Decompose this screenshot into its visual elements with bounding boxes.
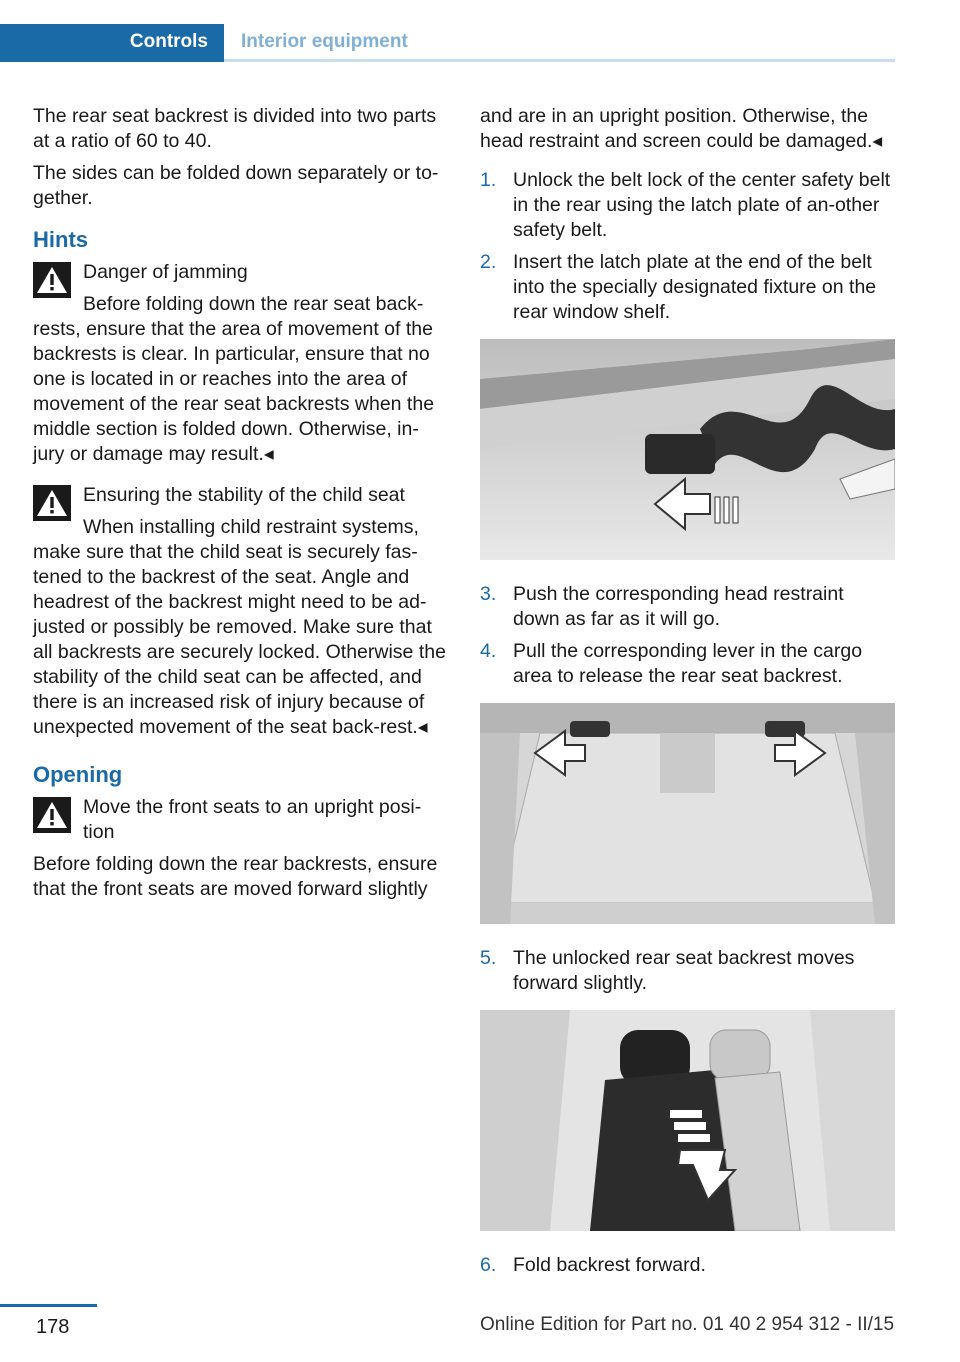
warning-icon [33,797,71,833]
page-header [0,24,895,62]
steps-list-b [480,582,895,689]
warning-text-first-line: When installing child restraint systems, [83,516,419,538]
opening-heading: Opening [33,762,123,787]
footer-divider [0,1304,97,1307]
step-number: 1. [480,169,497,191]
step-text: Pull the corresponding lever in the cargo area to release the rear seat backrest. [513,640,863,687]
tab-interior-equipment[interactable]: Interior equipment [241,31,408,52]
list-item [480,168,895,243]
warning-title: Move the front seats to an upright posi-tion [83,796,422,843]
tab-controls[interactable]: Controls [0,24,224,62]
steps-list-c [480,946,895,996]
step-number: 5. [480,947,497,969]
step-number: 6. [480,1254,497,1276]
step-text: Push the corresponding head restraint down as far as it will go. [513,583,844,630]
intro-paragraph-2: The sides can be folded down separately or to-gether. [33,162,439,209]
step-number: 4. [480,640,497,662]
intro-paragraph-1: The rear seat backrest is divided into two parts at a ratio of 60 to 40. [33,105,437,152]
list-item [480,582,895,632]
list-item [480,946,895,996]
edition-footer: Online Edition for Part no. 01 40 2 954 312 - II/15 [480,1314,895,1335]
step-number: 3. [480,583,497,605]
cargo-area-illustration [480,703,895,924]
left-column [33,104,448,912]
step-number: 2. [480,251,497,273]
steps-list-d [480,1253,895,1278]
list-item [480,639,895,689]
list-item [480,250,895,325]
header-divider [224,59,895,62]
continued-paragraph: and are in an upright position. Otherwise, the head restraint and screen could be damaged.◂ [480,105,883,152]
warning-icon [33,485,71,521]
warning-text: make sure that the child seat is securely fas-tened to the backrest of the seat. Angle and headrest of the backrest might need to be ad-justed or possibly be removed. Make sure that all backrests are securely locked. Otherwise the stability of the child seat can be affected, and there is an increased risk of injury because of unexpected movement of the seat back-rest.◂ [33,541,446,738]
belt-latch-illustration [480,339,895,560]
warning-text: rests, ensure that the area of movement of the backrests is clear. In particular, ensure that no one is located in or reaches into the area of movement of the rear seat backrests when the middle section is folded down. Otherwise, in-jury or damage may result.◂ [33,318,435,465]
warning-jamming [33,260,448,467]
warning-text-first-line: Before folding down the rear seat back- [83,293,424,315]
page-number: 178 [36,1316,70,1338]
step-text: Insert the latch plate at the end of the belt into the specially designated fixture on the rear window shelf. [513,251,877,323]
step-text: Unlock the belt lock of the center safety belt in the rear using the latch plate of an-other safety belt. [513,169,891,241]
right-column [480,104,895,1285]
backrest-illustration [480,1010,895,1231]
steps-list-a [480,168,895,325]
step-text: The unlocked rear seat backrest moves forward slightly. [513,947,855,994]
list-item [480,1253,895,1278]
warning-title: Danger of jamming [83,261,248,283]
step-text: Fold backrest forward. [513,1254,706,1276]
warning-text: Before folding down the rear backrests, ensure that the front seats are moved forward slightly [33,853,438,900]
warning-icon [33,262,71,298]
warning-front-seats [33,795,448,902]
hints-heading: Hints [33,227,88,252]
warning-title: Ensuring the stability of the child seat [83,484,405,506]
warning-child-seat [33,483,448,740]
